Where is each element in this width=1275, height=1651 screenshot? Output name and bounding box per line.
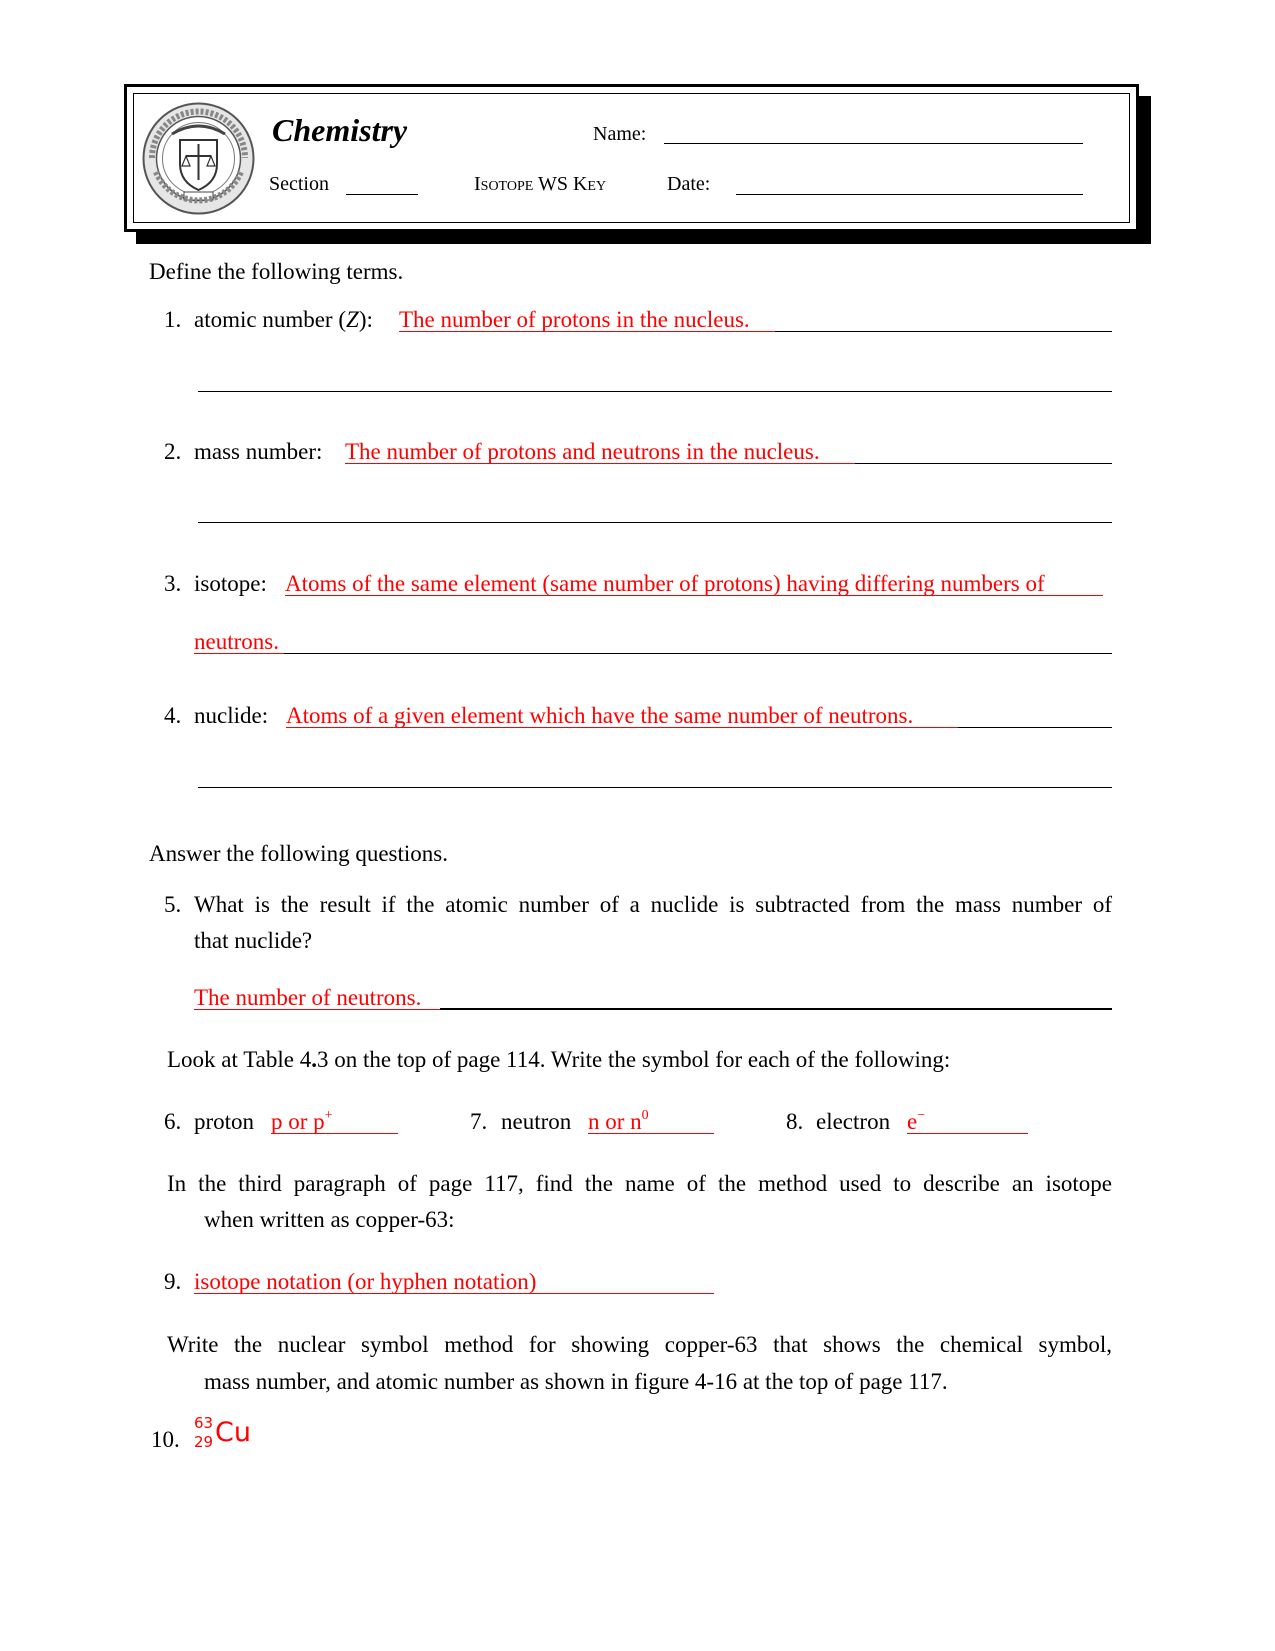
q4-line-b [198, 787, 1112, 788]
section-field-line[interactable] [346, 194, 418, 195]
q2-line-b [198, 522, 1112, 523]
q10-number: 10. [151, 1427, 180, 1452]
q8-label: electron [816, 1109, 891, 1134]
q7-answer: n or $n^0$ [588, 1108, 649, 1134]
q5-answer: The number of neutrons. [194, 985, 422, 1010]
q1-number: 1. [164, 307, 182, 332]
q7-number: 7. [470, 1109, 488, 1134]
table-instruction: Look at Table 4.3 on the top of page 114. Write the symbol for each of the following: [167, 1047, 951, 1072]
q8-number: 8. [786, 1109, 804, 1134]
q1-answer: The number of protons in the nucleus. [399, 307, 750, 332]
q2-answer: The number of protons and neutrons in the nucleus. [345, 439, 820, 464]
q4-term: nuclide: [194, 703, 269, 728]
date-field-line[interactable] [736, 194, 1083, 195]
q6-answer-underline [271, 1133, 398, 1134]
q3-number: 3. [164, 571, 182, 596]
q5-answer-underline [194, 1009, 440, 1010]
worksheet-title: Isotope WS Key [474, 173, 607, 195]
q2-line-a [855, 463, 1112, 464]
q4-answer-underline [286, 727, 958, 728]
q1-term: atomic number (Z): [194, 307, 373, 332]
q5-line2: that nuclide? [194, 928, 313, 953]
q10-atomic-number: 29 [194, 1433, 214, 1451]
q6-label: proton [194, 1109, 255, 1134]
section1-instruction: Define the following terms. [149, 259, 404, 284]
q8-answer: e− [907, 1108, 926, 1134]
q10-mass-number: 63 [194, 1414, 214, 1432]
q4-answer: Atoms of a given element which have the same number of neutrons. [286, 703, 914, 728]
q7-label: neutron [501, 1109, 572, 1134]
school-seal-logo [142, 102, 255, 215]
q1-line-b [198, 391, 1112, 392]
nuclear-line2: mass number, and atomic number as shown in figure 4-16 at the top of page 117. [204, 1369, 948, 1394]
section-label: Section [269, 173, 329, 195]
section2-instruction: Answer the following questions. [149, 841, 448, 866]
nuclear-line1: Write the nuclear symbol method for showing copper-63 that shows the chemical symbol, [167, 1332, 1112, 1357]
para117-line2: when written as copper-63: [204, 1207, 455, 1232]
q3-term: isotope: [194, 571, 267, 596]
q3-answer-underline-2 [194, 653, 284, 654]
q3-answer-line2: neutrons. [194, 629, 279, 654]
q2-term: mass number: [194, 439, 323, 464]
q1-answer-underline [399, 331, 775, 332]
q9-number: 9. [164, 1269, 182, 1294]
q3-line-b [284, 653, 1112, 654]
q3-answer-line1: Atoms of the same element (same number of protons) having differing numbers of [285, 571, 1045, 596]
q8-answer-underline [907, 1133, 1028, 1134]
q4-line-a [958, 727, 1112, 728]
q3-answer-underline-1 [285, 595, 1103, 596]
q5-number: 5. [164, 892, 182, 917]
course-title: Chemistry [272, 112, 408, 148]
q10-element-symbol: Cu [215, 1417, 251, 1448]
name-label: Name: [593, 123, 647, 145]
q5-line [440, 1008, 1112, 1010]
q9-answer: isotope notation (or hyphen notation) [194, 1269, 537, 1294]
q5-line1: What is the result if the atomic number of a nuclide is subtracted from the mass number of [194, 892, 1112, 917]
q4-number: 4. [164, 703, 182, 728]
q2-answer-underline [345, 463, 855, 464]
q6-number: 6. [164, 1109, 182, 1134]
q1-line-a [775, 331, 1112, 332]
name-field-line[interactable] [664, 143, 1083, 144]
q9-answer-underline [194, 1293, 714, 1294]
q2-number: 2. [164, 439, 182, 464]
q6-answer: p or p+ [271, 1108, 333, 1134]
para117-line1: In the third paragraph of page 117, find the name of the method used to describe an isotope [167, 1171, 1112, 1196]
date-label: Date: [667, 173, 711, 195]
q10-nuclear-symbol [194, 1413, 254, 1459]
q7-answer-underline [588, 1133, 714, 1134]
